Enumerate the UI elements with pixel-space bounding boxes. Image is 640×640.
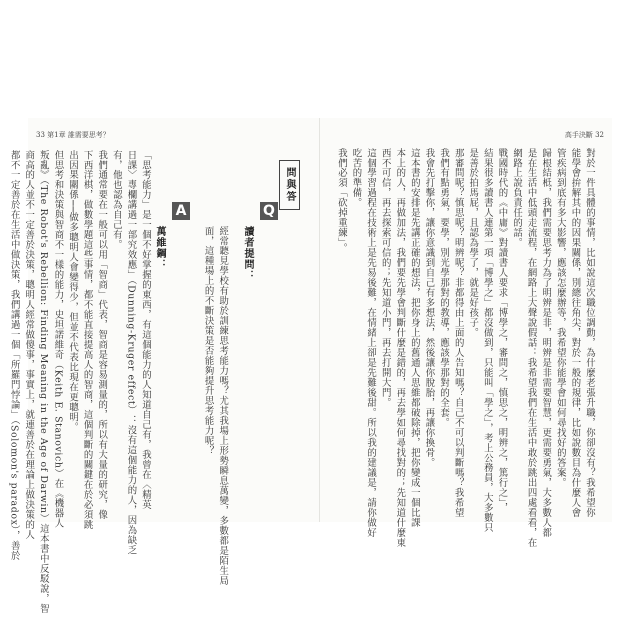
right-page-text-line: 本上的人，再做加法，我們要先學會判斷什麼是錯的，再去學如何尋找對的；先知道什麼東 [394,148,406,548]
right-page-text-line: 西不可信，再去探索可信的；先知道小門，再去打開大門。 [379,148,391,408]
question-text-line: 經常聽見學校有助於訓練思考能力嗎？尤其我場上形勢瞬息萬變，多數都是陌生局 [217,226,229,586]
right-page-text-line: 是在生活中低頭走流程，在網路上大聲說假話：我希望我們在生活中敢於跳出四處看看，在 [525,148,537,548]
right-page-text-line: 吃苦的準備。 [350,148,362,208]
right-page-text-line: 歸根結柢，我們需要思考力為了明辨是非，明辨是非需要智慧，更需要勇氣，大多數人都 [540,148,552,538]
answer-text-line: 叛亂》（The Robot's Rebellion: Finding Meaning in the Age of Darwin）這本書中反駁說，智 [37,150,49,614]
question-text [200,226,229,586]
right-page-text-line: 那審問呢？慎思呢？明辨呢？非都得由上面的人告知嗎？自己不可以判斷嗎？我希望 [452,148,464,518]
right-page-text-line: 戰國時代的《中庸》對讀書人要求「博學之，審問之，慎思之，明辨之，篤行之」， [496,148,508,513]
answer-text-line: 我們通常要在一般可以用「智商」代表，智商是容易測量的，所以有大量的研究，像 [96,150,108,520]
running-head-right: 高手決斷 32 [564,131,604,139]
question-text-line: 面，這種場上的不斷決策是否能夠提升思考能力呢？ [202,226,214,456]
right-page-text-line: 是善於拍馬屁，且認為學了，就是好孩子。 [467,148,479,338]
right-page-text-line: 我們有點勇氣，要學，別光學那對的教導，應該學那對的全套。 [438,148,450,428]
answer-text-line: 下西洋棋，做數學題這些事情，都不能直接提高人的智商，這個判斷的關鍵在於必須跳 [81,150,93,530]
question-title: 讀者提問： [242,226,253,281]
answer-text-line: 出因果關係──做多聰明人會變得少，但並不代表比現在更聰明。 [67,150,79,433]
book-gutter [319,118,320,522]
right-page-text-line: 我們必須「砍掉重練」。 [335,148,347,254]
answer-icon: A [172,202,190,220]
answer-text [8,150,152,614]
right-page-text-line: 我會先打擊你，讓你意識到自己有多想法，然後讓你脫胎，再讓你換骨。 [423,148,435,468]
right-page-text-line: 對於一件具體的事情，比如說這次職位調動，為什麼老張升職，你卻沒有？我希望你 [584,148,595,518]
right-page-text-line: 管疾病到底有多大影響，應該怎麼辦等，我希望你能學會如何尋找好的答案。 [554,148,566,488]
running-head-left: 33 第1章 誰需要思考？ [36,131,110,139]
section-label: 問與答 [279,160,300,210]
answer-text-line: 都不一定善於在生活中做決策，我們講過一個「所羅門悖論」（Solomon's paradox），善於 [8,150,20,561]
answer-text-line: 商高的人並不一定善於決策，聰明人經常做傻事，事實上，就連善於在理論上做決策的人 [23,150,35,540]
answer-text-line: 日課〉專欄講過一部究效應」（Dunning-Kruger effect）：沒有這個能力的人，因為缺乏 [125,150,137,556]
right-page-text-line: 這個學習過程在技術上是先易後難，在情緒上卻是先難後甜。所以我的建議是，請你做好 [365,148,377,538]
right-page-text-line: 結果很多讀書人連第一項「博學之」都沒做到，只能叫「學之」，考上公務員，大多數只 [481,148,493,533]
right-page-text-line: 網路上說負責任的話。 [511,148,523,248]
right-page-text-line: 這本書的安排是先講正確的想法，把你身上的舊通人思維都破除掉，把你變成一個比課 [408,148,420,528]
right-page-text [333,148,596,548]
answer-title: 萬維鋼： [154,226,165,270]
answer-text-line: 有，他也認為自己有。 [110,150,122,250]
answer-text-line: 「思考能力」是一個不好掌握的東西，有這個能力的人知道自己有，我曾在〈精英 [140,150,151,510]
answer-text-line: 但思考和決策與智商不一樣的能力，史坦諾維奇（Keith E. Stanovich）在《機器人 [52,150,64,529]
question-icon: Q [260,202,278,220]
right-page-text-line: 能學會拚解其中的因果關係，別總往角尖，對於一般的規律，比如說數目為什麼人會 [569,148,581,518]
